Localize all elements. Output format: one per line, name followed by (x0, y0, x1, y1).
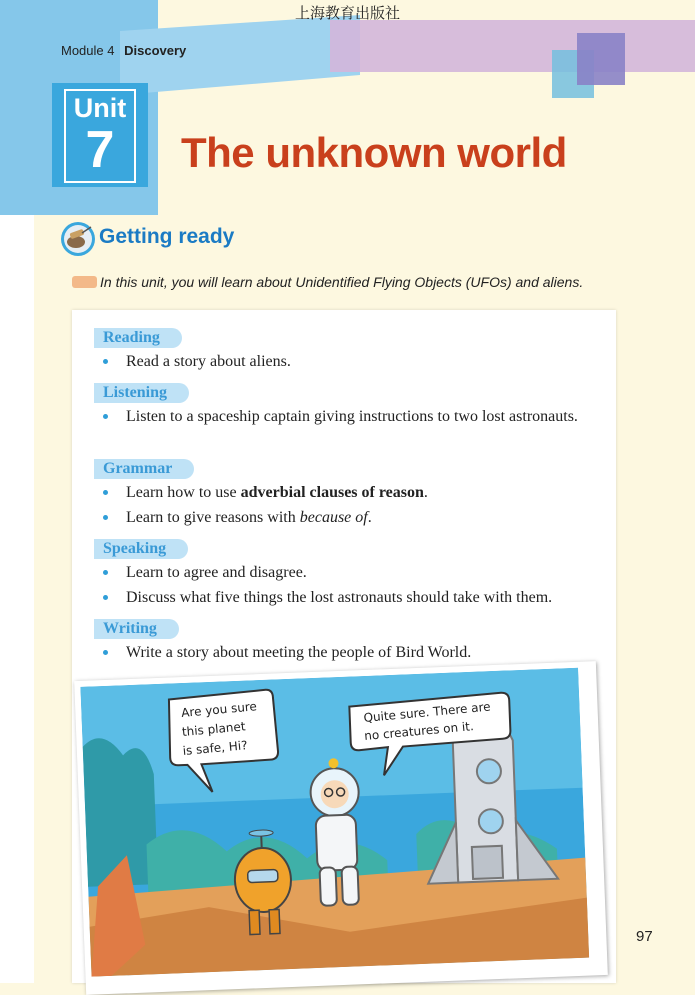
list-item: Learn to agree and disagree. (94, 562, 596, 583)
unit-word: Unit (66, 93, 134, 123)
section-label: Writing (94, 619, 179, 639)
section-label: Grammar (94, 459, 194, 479)
list-item: Listen to a spaceship captain giving instructions to two lost astronauts. (94, 406, 596, 427)
space-probe-icon (60, 221, 96, 257)
publisher-name: 上海教育出版社 (0, 2, 695, 23)
section-listening (94, 383, 596, 431)
bubble-left-line3: is safe, Hi? (182, 738, 248, 758)
header-purple-band (330, 20, 695, 72)
section-reading (94, 328, 596, 376)
list-item: Write a story about meeting the people of Bird World. (94, 642, 596, 663)
bubble-left-line2: this planet (181, 719, 246, 739)
module-number: Module 4 (61, 43, 114, 58)
module-label (61, 43, 186, 58)
section-speaking (94, 539, 596, 612)
page-number: 97 (636, 928, 653, 945)
list-item: Discuss what five things the lost astronauts should take with them. (94, 587, 596, 608)
comic-illustration (74, 661, 608, 995)
list-item (94, 507, 596, 528)
module-name: Discovery (124, 43, 186, 58)
getting-ready-heading: Getting ready (99, 225, 234, 249)
bubble-right-line1: Quite sure. There are (363, 700, 491, 725)
section-writing (94, 619, 596, 667)
comic-scene (80, 668, 589, 977)
unit-title: The unknown world (181, 129, 567, 177)
intro-text: In this unit, you will learn about Unidentified Flying Objects (UFOs) and aliens. (100, 274, 583, 290)
decor-square-violet (577, 33, 625, 85)
text: Learn to give reasons with (126, 509, 300, 526)
list-item: Read a story about aliens. (94, 351, 596, 372)
section-grammar (94, 459, 596, 532)
bubble-left-line1: Are you sure (181, 699, 258, 720)
text: Learn how to use (126, 484, 241, 501)
unit-number: 7 (66, 123, 134, 177)
unit-badge-frame (64, 89, 136, 183)
section-label: Speaking (94, 539, 188, 559)
key-term: because of (300, 509, 368, 526)
unit-badge (52, 83, 148, 187)
intro-tag (72, 276, 97, 288)
section-label: Listening (94, 383, 189, 403)
list-item (94, 482, 596, 503)
bubble-right-line2: no creatures on it. (364, 719, 475, 743)
key-term: adverbial clauses of reason (241, 484, 424, 501)
text: . (368, 509, 372, 526)
text: . (424, 484, 428, 501)
section-label: Reading (94, 328, 182, 348)
